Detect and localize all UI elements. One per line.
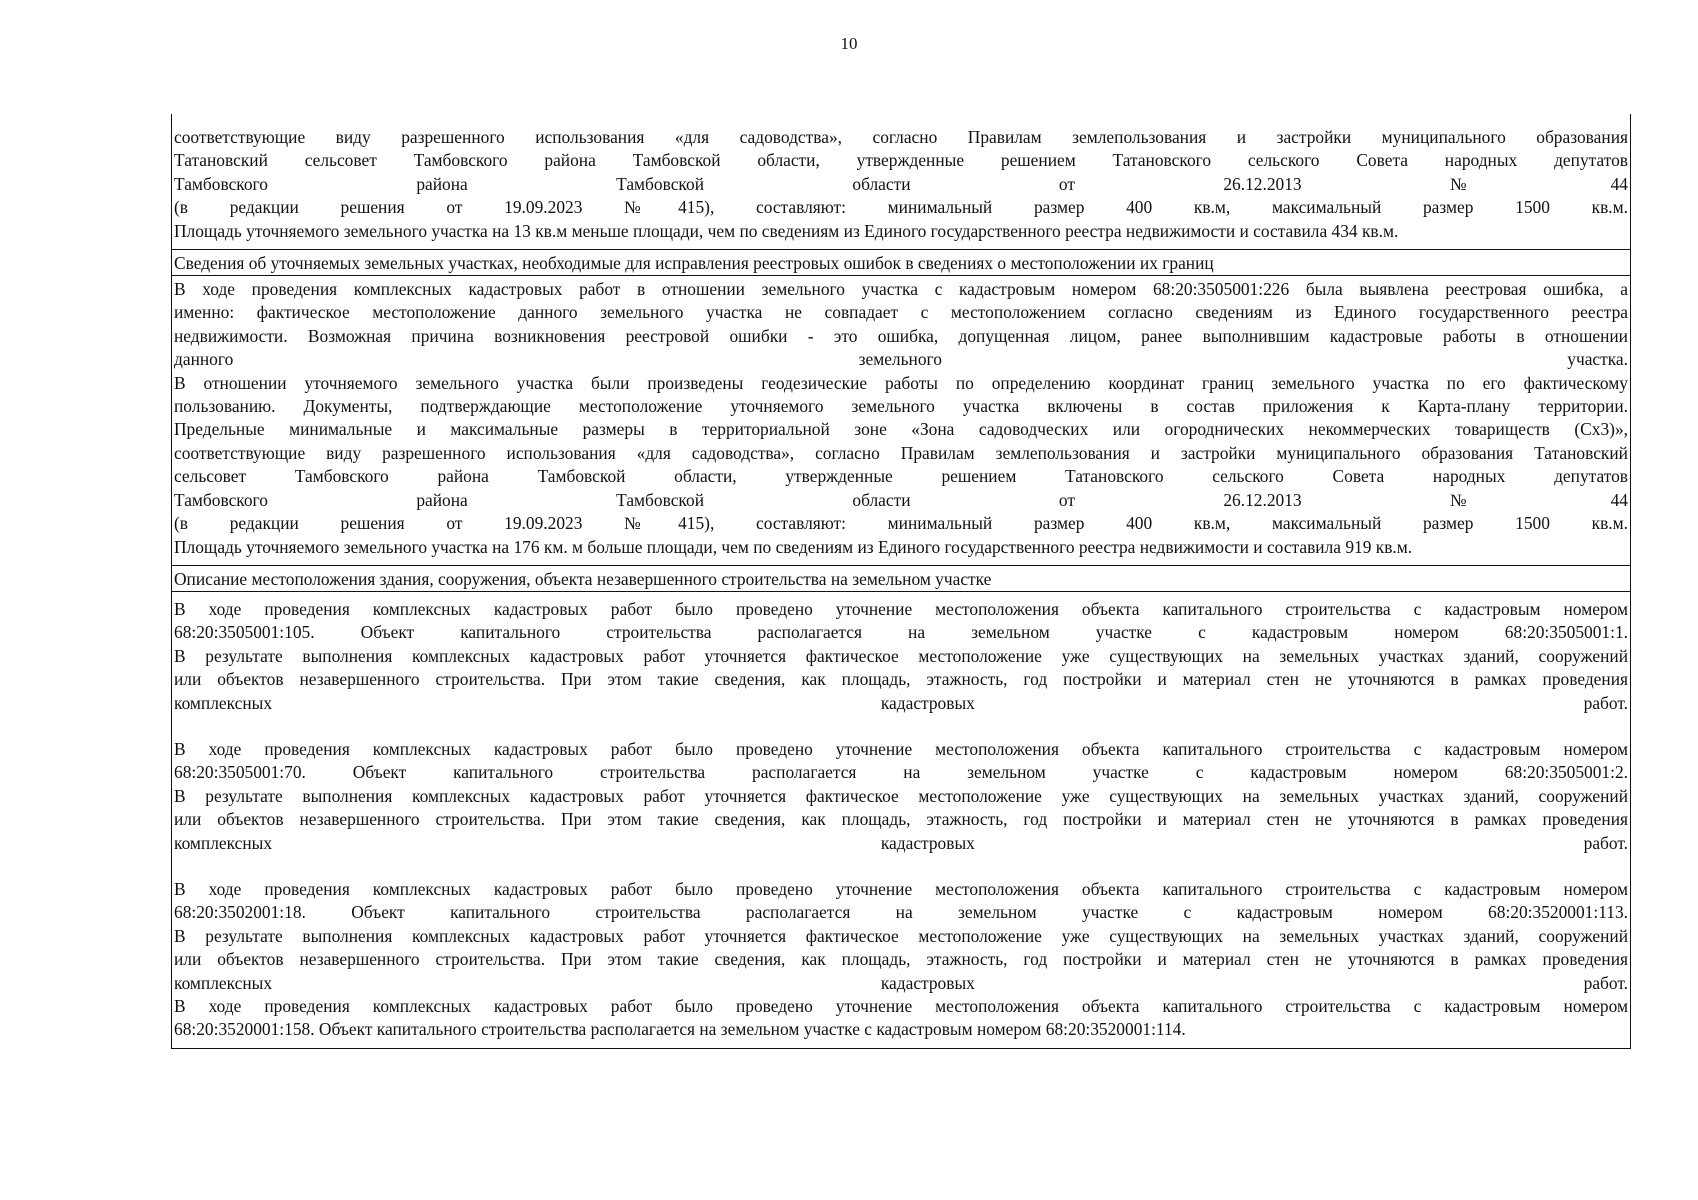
- section-heading-text: Описание местоположения здания, сооружения, объекта незавершенного строительства на земельном участке: [174, 568, 992, 589]
- text-line: 68:20:3520001:158. Объект капитального строительства располагается на земельном участке с кадастровым номером 68:20:3520001:114.: [174, 1019, 1186, 1040]
- text-line: В ходе проведения комплексных кадастровых работ было проведено уточнение местоположения объекта капитального строительства с кадастровым номером: [174, 878, 1628, 899]
- text-line: В ходе проведения комплексных кадастровых работ в отношении земельного участка с кадастровым номером 68:20:3505001:226 была выявлена реестровая ошибка, а: [174, 279, 1628, 300]
- text-line: (в редакции решения от 19.09.2023 №415), составляют: минимальный размер 400 кв.м, максимальный размер 1500 кв.м.: [174, 197, 1628, 218]
- registry-error-cell: [172, 276, 1631, 566]
- text-line: Татановский сельсовет Тамбовского района Тамбовской области, утвержденные решением Татановского сельского Совета народных депутатов: [174, 150, 1628, 171]
- text-line: Предельные минимальные и максимальные размеры в территориальной зоне «Зона садоводческих или огороднических некоммерческих товариществ (Сх3)»,: [174, 419, 1628, 440]
- text-line: недвижимости. Возможная причина возникновения реестровой ошибки - это ошибка, допущенная лицом, ранее выполнившим кадастровые работы в отношении: [174, 325, 1628, 346]
- text-line: В результате выполнения комплексных кадастровых работ уточняется фактическое местоположение уже существующих на земельных участках зданий, сооружений: [174, 785, 1628, 806]
- paragraph-gap: [174, 715, 1628, 738]
- table-row: [172, 591, 1631, 1048]
- text-line: комплексных кадастровых работ.: [174, 692, 1628, 713]
- text-line: Тамбовского района Тамбовской области от 26.12.2013 №44: [174, 173, 1628, 194]
- text-line: 68:20:3505001:105. Объект капитального строительства располагается на земельном участке с кадастровым номером 68:20:3505001:1.: [174, 622, 1628, 643]
- text-line: комплексных кадастровых работ.: [174, 832, 1628, 853]
- previous-parcel-cell: [172, 114, 1631, 250]
- registry-errors-heading: [172, 250, 1631, 276]
- table-row: [172, 114, 1631, 250]
- text-line: Площадь уточняемого земельного участка на 176 км. м больше площади, чем по сведениям из Единого государственного реестра недвижимости и составила 919 кв.м.: [174, 536, 1413, 557]
- building-entry: [174, 738, 1628, 855]
- building-entry: [174, 995, 1628, 1042]
- text-line: В ходе проведения комплексных кадастровых работ было проведено уточнение местоположения объекта капитального строительства с кадастровым номером: [174, 996, 1628, 1016]
- text-line: 68:20:3502001:18. Объект капитального строительства располагается на земельном участке с кадастровым номером 68:20:3520001:113.: [174, 902, 1628, 923]
- page-number: 10: [840, 34, 858, 53]
- text-line: 68:20:3505001:70. Объект капитального строительства располагается на земельном участке с кадастровым номером 68:20:3505001:2.: [174, 762, 1628, 783]
- table-row: [172, 250, 1631, 276]
- paragraph-gap: [174, 855, 1628, 878]
- section-heading-text: Сведения об уточняемых земельных участках, необходимые для исправления реестровых ошибок в сведениях о местоположении их границ: [174, 253, 1214, 274]
- text-line: именно: фактическое местоположение данного земельного участка не совпадает с местоположением согласно сведениям из Единого государственного реестра: [174, 302, 1628, 323]
- text-line: или объектов незавершенного строительства. При этом такие сведения, как площадь, этажность, год постройки и материал стен не уточняются в рамках проведения: [174, 669, 1628, 690]
- buildings-cell: [172, 591, 1631, 1048]
- text-line: пользованию. Документы, подтверждающие местоположение уточняемого земельного участка включены в состав приложения к Карта-плану территории.: [174, 396, 1628, 417]
- buildings-heading: [172, 565, 1631, 591]
- text-line: соответствующие виду разрешенного использования «для садоводства», согласно Правилам землепользования и застройки муниципального образования: [174, 127, 1628, 147]
- text-line: или объектов незавершенного строительства. При этом такие сведения, как площадь, этажность, год постройки и материал стен не уточняются в рамках проведения: [174, 809, 1628, 830]
- text-line: Площадь уточняемого земельного участка на 13 кв.м меньше площади, чем по сведениям из Единого государственного реестра недвижимости и составила 434 кв.м.: [174, 220, 1399, 241]
- text-line: комплексных кадастровых работ.: [174, 972, 1628, 993]
- document-sheet: [171, 114, 1631, 1049]
- table-row: [172, 276, 1631, 566]
- table-row: [172, 565, 1631, 591]
- building-entry: [174, 598, 1628, 715]
- text-line: (в редакции решения от 19.09.2023 №415), составляют: минимальный размер 400 кв.м, максимальный размер 1500 кв.м.: [174, 513, 1628, 534]
- text-line: В результате выполнения комплексных кадастровых работ уточняется фактическое местоположение уже существующих на земельных участках зданий, сооружений: [174, 645, 1628, 666]
- building-entry: [174, 878, 1628, 995]
- text-line: данного земельного участка.: [174, 349, 1628, 370]
- text-line: или объектов незавершенного строительства. При этом такие сведения, как площадь, этажность, год постройки и материал стен не уточняются в рамках проведения: [174, 949, 1628, 970]
- text-line: Тамбовского района Тамбовской области от 26.12.2013 №44: [174, 489, 1628, 510]
- text-line: В результате выполнения комплексных кадастровых работ уточняется фактическое местоположение уже существующих на земельных участках зданий, сооружений: [174, 925, 1628, 946]
- text-line: В ходе проведения комплексных кадастровых работ было проведено уточнение местоположения объекта капитального строительства с кадастровым номером: [174, 738, 1628, 759]
- text-line: В ходе проведения комплексных кадастровых работ было проведено уточнение местоположения объекта капитального строительства с кадастровым номером: [174, 598, 1628, 619]
- text-line: соответствующие виду разрешенного использования «для садоводства», согласно Правилам землепользования и застройки муниципального образования Татановский: [174, 442, 1628, 463]
- cadastral-table: [171, 114, 1631, 1049]
- text-line: сельсовет Тамбовского района Тамбовской области, утвержденные решением Татановского сельского Совета народных депутатов: [174, 466, 1628, 487]
- text-line: В отношении уточняемого земельного участка были произведены геодезические работы по определению координат границ земельного участка по его фактическому: [174, 372, 1628, 393]
